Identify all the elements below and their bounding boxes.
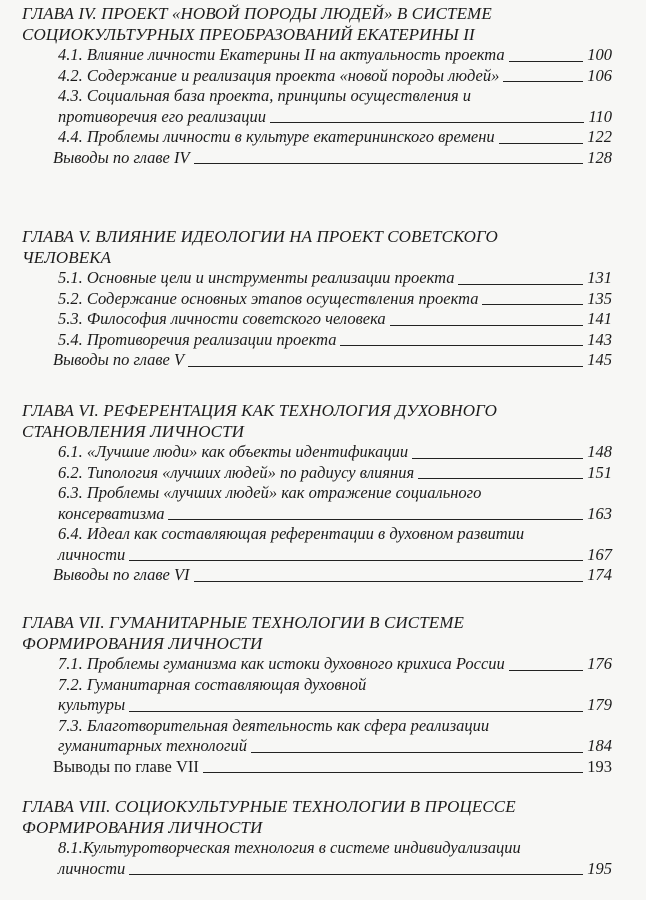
entry-line — [58, 504, 612, 525]
entry-title: 6.3. Проблемы «лучших людей» как отражение социального — [58, 483, 482, 502]
entry-line — [53, 565, 612, 586]
page-number: 110 — [588, 106, 612, 126]
entry-line — [58, 107, 612, 128]
entry-title: 5.3. Философия личности советского человека — [58, 309, 386, 328]
chapter-title: ГЛАВА VIII. СОЦИОКУЛЬТУРНЫЕ ТЕХНОЛОГИИ В ПРОЦЕССЕ ФОРМИРОВАНИЯ ЛИЧНОСТИ — [22, 797, 516, 837]
entry-title: 4.4. Проблемы личности в культуре екатерининского времени — [58, 127, 495, 146]
toc-entry — [58, 330, 612, 351]
entry-title: 6.1. «Лучшие люди» как объекты идентификации — [58, 442, 409, 461]
entry-title: 5.2. Содержание основных этапов осуществления проекта — [58, 288, 479, 308]
entry-line — [58, 675, 612, 696]
chapter-conclusion — [53, 350, 612, 371]
leader-line — [194, 163, 584, 164]
entry-title: консерватизма — [58, 503, 165, 523]
entry-line — [58, 524, 612, 545]
toc-entry — [58, 838, 612, 879]
page-number: 141 — [587, 309, 612, 328]
entry-line — [58, 654, 612, 675]
leader-line — [482, 304, 583, 305]
page-number: 143 — [587, 329, 612, 349]
page-number: 131 — [587, 268, 612, 287]
entry-line — [58, 309, 612, 330]
page-number: 176 — [587, 654, 612, 673]
page-number: 179 — [587, 695, 612, 714]
entry-line — [58, 127, 612, 148]
chapter-title: ГЛАВА VII. ГУМАНИТАРНЫЕ ТЕХНОЛОГИИ В СИСТЕМЕ ФОРМИРОВАНИЯ ЛИЧНОСТИ — [22, 613, 465, 653]
entry-title: культуры — [58, 695, 126, 714]
entry-title: Выводы по главе V — [53, 350, 185, 369]
chapter-title: ГЛАВА V. ВЛИЯНИЕ ИДЕОЛОГИИ НА ПРОЕКТ СОВЕТСКОГО ЧЕЛОВЕКА — [22, 227, 498, 267]
toc-entry — [58, 442, 612, 463]
page-number: 122 — [587, 127, 612, 146]
leader-line — [458, 284, 583, 285]
entry-line — [58, 330, 612, 351]
leader-line — [509, 61, 584, 62]
entry-line — [58, 716, 612, 737]
entry-title: 7.1. Проблемы гуманизма как истоки духовного крихиса России — [58, 654, 505, 673]
toc-entry — [58, 268, 612, 289]
entry-title: 4.2. Содержание и реализация проекта «новой породы людей» — [58, 65, 500, 85]
entry-line — [58, 695, 612, 716]
toc-entry — [58, 675, 612, 716]
leader-line — [503, 81, 583, 82]
chapter-section — [0, 612, 646, 777]
entry-line — [58, 268, 612, 289]
entry-title: 6.4. Идеал как составляющая референтации в духовном развитии — [58, 524, 525, 543]
leader-line — [412, 458, 583, 459]
page-number: 100 — [587, 45, 612, 64]
toc-entry — [58, 66, 612, 87]
entry-line — [58, 86, 612, 107]
page-number: 184 — [587, 736, 612, 755]
toc-entry — [58, 289, 612, 310]
page-number: 174 — [587, 565, 612, 584]
entry-line — [58, 289, 612, 310]
leader-line — [129, 711, 583, 712]
entry-title: 8.1.Культуротворческая технология в системе индивидуализации — [58, 838, 521, 857]
page-number: 148 — [587, 442, 612, 461]
leader-line — [194, 581, 584, 582]
toc-entry — [58, 483, 612, 524]
entry-title: гуманитарных технологий — [58, 736, 247, 755]
entry-line — [58, 483, 612, 504]
chapter-conclusion — [53, 565, 612, 586]
leader-line — [188, 366, 583, 367]
page-number: 106 — [587, 65, 612, 85]
entry-title: Выводы по главе VII — [53, 756, 199, 776]
chapter-title: ГЛАВА IV. ПРОЕКТ «НОВОЙ ПОРОДЫ ЛЮДЕЙ» В СИСТЕМЕ СОЦИОКУЛЬТУРНЫХ ПРЕОБРАЗОВАНИЙ ЕКАТЕРИНЫ II — [22, 4, 492, 44]
entry-title: 4.1. Влияние личности Екатерины II на актуальность проекта — [58, 45, 505, 64]
toc-entry — [58, 86, 612, 127]
page-number: 145 — [587, 350, 612, 369]
entry-title: Выводы по главе VI — [53, 565, 190, 584]
entry-line — [58, 66, 612, 87]
page-number: 151 — [587, 462, 612, 482]
leader-line — [129, 874, 583, 875]
page-number: 167 — [587, 544, 612, 564]
toc-entry — [58, 45, 612, 66]
page-number: 128 — [587, 147, 612, 167]
entry-line — [58, 545, 612, 566]
entry-line — [58, 442, 612, 463]
entry-title: 7.3. Благотворительная деятельность как сфера реализации — [58, 715, 490, 735]
toc-entry — [58, 463, 612, 484]
leader-line — [270, 122, 584, 123]
entry-title: личности — [58, 858, 126, 878]
page-number: 163 — [587, 503, 612, 523]
leader-line — [390, 325, 584, 326]
entry-line — [58, 838, 612, 859]
entry-line — [53, 148, 612, 169]
entry-title: 7.2. Гуманитарная составляющая духовной — [58, 674, 367, 694]
page-number: 135 — [587, 288, 612, 308]
entry-line — [58, 736, 612, 757]
entry-line — [53, 757, 612, 778]
page-number: 193 — [587, 756, 612, 776]
leader-line — [509, 670, 583, 671]
chapter-conclusion — [53, 757, 612, 778]
leader-line — [251, 752, 583, 753]
entry-title: 4.3. Социальная база проекта, принципы осуществления и — [58, 86, 472, 105]
toc-entry — [58, 127, 612, 148]
leader-line — [340, 345, 583, 346]
entry-title: 5.1. Основные цели и инструменты реализации проекта — [58, 268, 455, 287]
entry-title: 6.2. Типология «лучших людей» по радиусу влияния — [58, 462, 415, 482]
leader-line — [129, 560, 583, 561]
leader-line — [203, 772, 583, 773]
chapter-section — [0, 226, 646, 371]
toc-entry — [58, 654, 612, 675]
leader-line — [499, 143, 584, 144]
entry-title: Выводы по главе IV — [53, 147, 190, 167]
chapter-conclusion — [53, 148, 612, 169]
entry-title: противоречия его реализации — [58, 106, 267, 126]
page-number: 195 — [587, 858, 612, 878]
entry-title: личности — [58, 544, 126, 564]
toc-entry — [58, 309, 612, 330]
chapter-section — [0, 796, 646, 879]
toc-entry — [58, 524, 612, 565]
entry-line — [58, 463, 612, 484]
leader-line — [418, 478, 583, 479]
entry-line — [53, 350, 612, 371]
entry-title: 5.4. Противоречия реализации проекта — [58, 329, 337, 349]
entry-line — [58, 45, 612, 66]
leader-line — [168, 519, 583, 520]
entry-line — [58, 859, 612, 880]
chapter-section — [0, 3, 646, 168]
chapter-title: ГЛАВА VI. РЕФЕРЕНТАЦИЯ КАК ТЕХНОЛОГИЯ ДУХОВНОГО СТАНОВЛЕНИЯ ЛИЧНОСТИ — [22, 401, 498, 441]
chapter-section — [0, 400, 646, 586]
toc-entry — [58, 716, 612, 757]
